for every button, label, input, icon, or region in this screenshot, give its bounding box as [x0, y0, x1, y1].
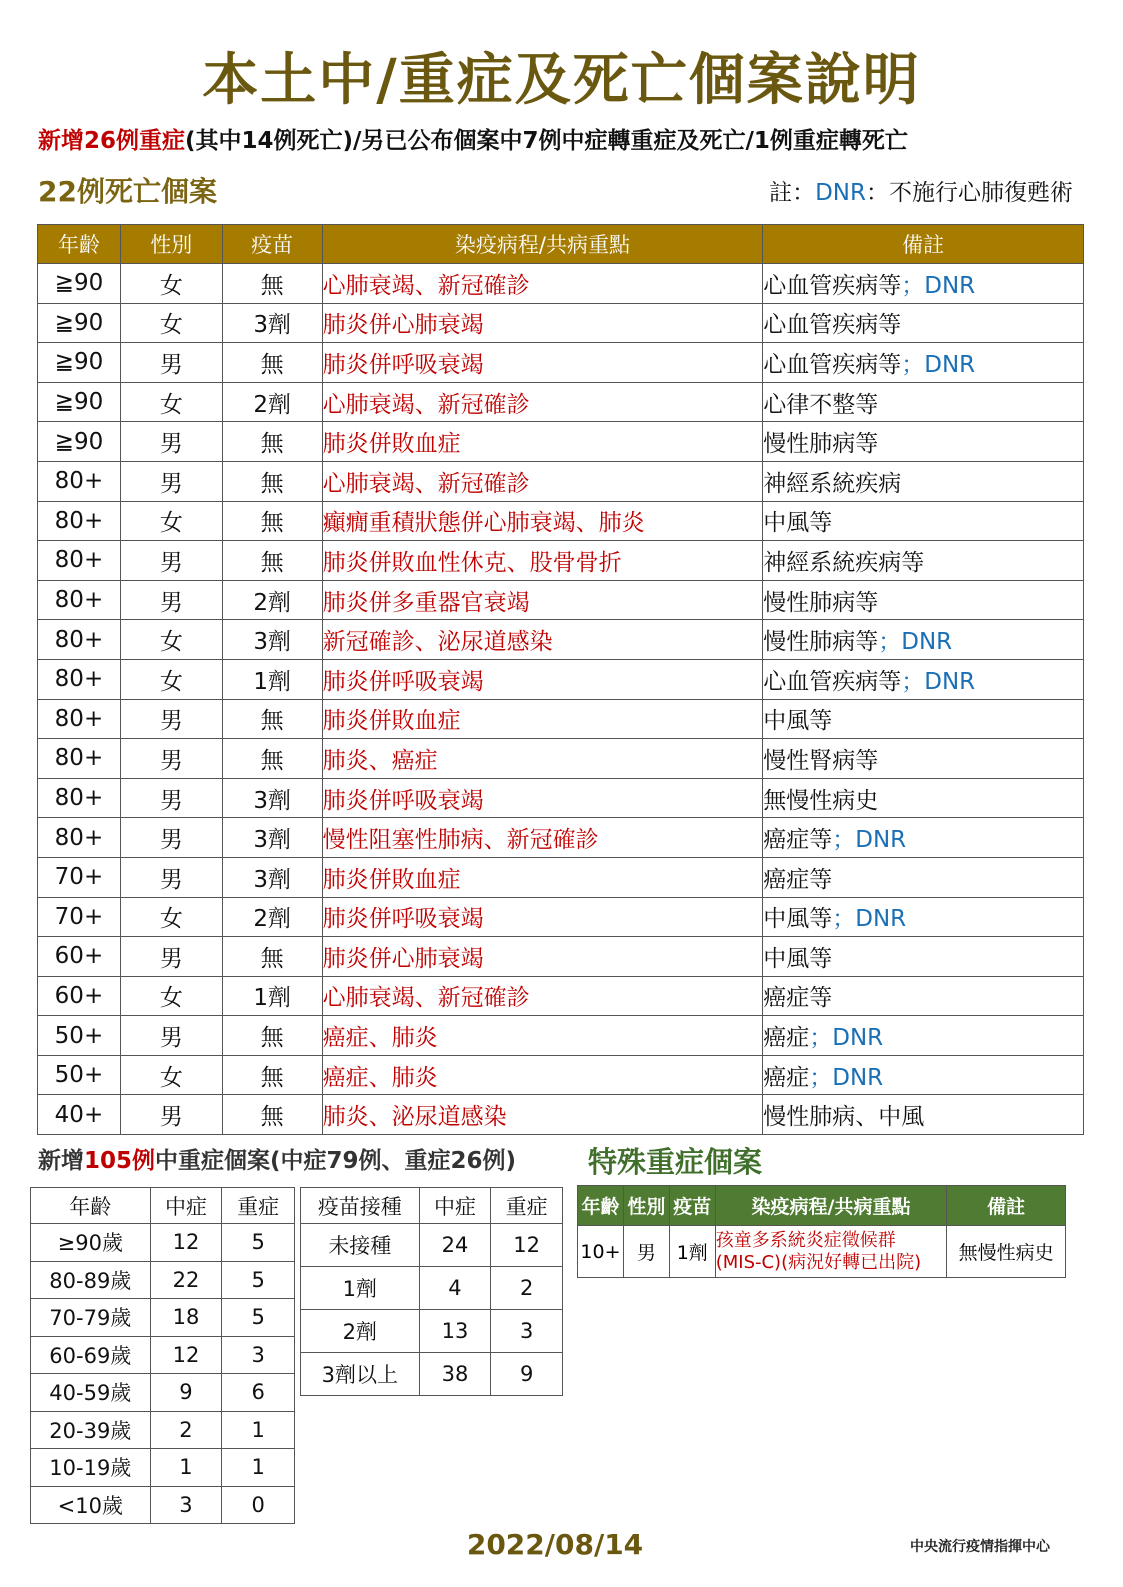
dnr-tag: ；DNR — [832, 906, 907, 933]
age-cell: ≧90 — [38, 303, 121, 343]
vaccine-table — [300, 1187, 563, 1396]
age-cell: 80+ — [38, 699, 121, 739]
note-text: 心血管疾病等 — [763, 312, 902, 339]
age-cell: ≧90 — [38, 382, 121, 422]
table-row — [38, 897, 1084, 937]
course-line-1: 孩童多系統炎症徵候群 — [715, 1229, 896, 1251]
course-cell: 肺炎併呼吸衰竭 — [322, 778, 763, 818]
note-text: 中風等 — [763, 708, 833, 735]
sex-cell: 男 — [623, 1226, 669, 1278]
column-header: 年齡 — [31, 1188, 151, 1224]
vaccine-cell: 無 — [222, 699, 322, 739]
sex-cell: 男 — [120, 818, 222, 858]
subtitle-highlight: 新增26例重症 — [38, 128, 186, 154]
age-cell: ≧90 — [38, 422, 121, 462]
note-text: 慢性肺病等 — [763, 431, 879, 458]
column-header: 重症 — [491, 1188, 563, 1224]
age-cell: 80+ — [38, 461, 121, 501]
vaccine-cell: 1劑 — [222, 976, 322, 1016]
table-cell: 0 — [222, 1486, 295, 1524]
dnr-tag: ；DNR — [878, 629, 953, 656]
table-row — [31, 1374, 295, 1412]
note-prefix: 註： — [769, 180, 816, 206]
sex-cell: 男 — [120, 857, 222, 897]
age-cell: ≧90 — [38, 264, 121, 304]
table-row — [301, 1267, 563, 1310]
dnr-tag: ；DNR — [901, 668, 976, 695]
note-text: 神經系統疾病 — [763, 470, 902, 497]
sex-cell: 女 — [120, 976, 222, 1016]
table-row — [38, 303, 1084, 343]
vaccine-cell: 無 — [222, 739, 322, 779]
note-text: 癌症等 — [763, 827, 833, 854]
sex-cell: 男 — [120, 580, 222, 620]
note-cell — [763, 541, 1084, 581]
note-cell — [763, 580, 1084, 620]
vaccine-cell: 無 — [222, 422, 322, 462]
column-header: 性別 — [120, 225, 222, 264]
course-cell: 新冠確診、泌尿道感染 — [322, 620, 763, 660]
vaccine-cell: 無 — [222, 1016, 322, 1056]
table-row — [31, 1336, 295, 1374]
deaths-table — [37, 224, 1084, 1135]
sex-cell: 女 — [120, 659, 222, 699]
table-cell: ≥90歲 — [31, 1224, 151, 1262]
note-text: 慢性肺病、中風 — [763, 1104, 925, 1131]
note-text: 神經系統疾病等 — [763, 549, 925, 576]
note-text: 中風等 — [763, 945, 833, 972]
table-row — [38, 659, 1084, 699]
age-cell: 80+ — [38, 818, 121, 858]
course-cell: 癲癇重積狀態併心肺衰竭、肺炎 — [322, 501, 763, 541]
table-cell: 1 — [222, 1449, 295, 1487]
sex-cell: 男 — [120, 739, 222, 779]
age-cell: 80+ — [38, 541, 121, 581]
table-row — [31, 1299, 295, 1337]
note-text: 心血管疾病等 — [763, 668, 902, 695]
note-cell — [763, 1016, 1084, 1056]
column-header: 重症 — [222, 1188, 295, 1224]
vaccine-cell: 無 — [222, 937, 322, 977]
table-cell: 38 — [419, 1353, 491, 1396]
course-cell: 肺炎、癌症 — [322, 739, 763, 779]
table-cell: 5 — [222, 1224, 295, 1262]
age-cell: 80+ — [38, 659, 121, 699]
table-cell: 2劑 — [301, 1310, 420, 1353]
table-row — [38, 1055, 1084, 1095]
table-row — [38, 343, 1084, 383]
table-row — [38, 1095, 1084, 1135]
age-cell: 80+ — [38, 778, 121, 818]
table-cell: 1劑 — [301, 1267, 420, 1310]
table-row — [31, 1449, 295, 1487]
vaccine-cell: 無 — [222, 343, 322, 383]
sex-cell: 男 — [120, 461, 222, 501]
sex-cell: 女 — [120, 897, 222, 937]
table-cell: 3劑以上 — [301, 1353, 420, 1396]
table-cell: 未接種 — [301, 1224, 420, 1267]
vaccine-cell: 2劑 — [222, 580, 322, 620]
table-cell: 24 — [419, 1224, 491, 1267]
course-cell: 癌症、肺炎 — [322, 1016, 763, 1056]
age-cell: 70+ — [38, 897, 121, 937]
column-header: 疫苗接種 — [301, 1188, 420, 1224]
subtitle — [38, 122, 908, 155]
vaccine-cell: 無 — [222, 1055, 322, 1095]
table-row — [31, 1486, 295, 1524]
table-row — [38, 501, 1084, 541]
course-cell: 肺炎併敗血症 — [322, 699, 763, 739]
vaccine-cell: 無 — [222, 264, 322, 304]
note-cell — [763, 857, 1084, 897]
note-text: 慢性腎病等 — [763, 747, 879, 774]
table-cell: 10-19歲 — [31, 1449, 151, 1487]
note-cell — [763, 461, 1084, 501]
table-row — [38, 541, 1084, 581]
table-row — [38, 422, 1084, 462]
note-dnr: DNR — [815, 180, 866, 206]
sex-cell: 女 — [120, 620, 222, 660]
column-header: 中症 — [419, 1188, 491, 1224]
table-row — [38, 620, 1084, 660]
column-header: 染疫病程/共病重點 — [715, 1186, 947, 1226]
sex-cell: 男 — [120, 778, 222, 818]
course-cell: 肺炎併心肺衰竭 — [322, 937, 763, 977]
column-header: 年齡 — [38, 225, 121, 264]
column-header: 中症 — [150, 1188, 222, 1224]
table-row — [301, 1353, 563, 1396]
note-cell — [763, 897, 1084, 937]
table-cell: 4 — [419, 1267, 491, 1310]
column-header: 備註 — [763, 225, 1084, 264]
sex-cell: 男 — [120, 1016, 222, 1056]
note-cell — [763, 1095, 1084, 1135]
table-row — [38, 580, 1084, 620]
age-cell: ≧90 — [38, 343, 121, 383]
age-cell: 70+ — [38, 857, 121, 897]
age-cell: 50+ — [38, 1055, 121, 1095]
age-cell: 80+ — [38, 620, 121, 660]
column-header: 備註 — [947, 1186, 1066, 1226]
note-cell — [763, 778, 1084, 818]
sex-cell: 女 — [120, 1055, 222, 1095]
dnr-note — [769, 174, 1073, 207]
note-cell — [763, 699, 1084, 739]
note-text: 中風等 — [763, 906, 833, 933]
table-row — [38, 857, 1084, 897]
table-cell: 3 — [222, 1336, 295, 1374]
table-row — [38, 1016, 1084, 1056]
table-cell: 5 — [222, 1261, 295, 1299]
table-cell: 1 — [222, 1411, 295, 1449]
note-cell — [763, 818, 1084, 858]
age-cell: 60+ — [38, 937, 121, 977]
table-cell: 13 — [419, 1310, 491, 1353]
course-cell: 癌症、肺炎 — [322, 1055, 763, 1095]
vaccine-cell: 無 — [222, 461, 322, 501]
sex-cell: 男 — [120, 541, 222, 581]
vaccine-cell: 3劑 — [222, 818, 322, 858]
note-text: 心血管疾病等 — [763, 272, 902, 299]
column-header: 年齡 — [578, 1186, 624, 1226]
note-cell — [763, 937, 1084, 977]
vaccine-cell: 3劑 — [222, 857, 322, 897]
agency-name: 中央流行疫情指揮中心 — [910, 1539, 1050, 1555]
table-cell: 20-39歲 — [31, 1411, 151, 1449]
sex-cell: 女 — [120, 303, 222, 343]
sex-cell: 男 — [120, 1095, 222, 1135]
table-row — [38, 937, 1084, 977]
column-header: 染疫病程/共病重點 — [322, 225, 763, 264]
vaccine-cell: 3劑 — [222, 303, 322, 343]
heading-prefix: 新增 — [38, 1148, 84, 1174]
dnr-tag: ；DNR — [901, 351, 976, 378]
course-cell: 肺炎併多重器官衰竭 — [322, 580, 763, 620]
table-cell: 80-89歲 — [31, 1261, 151, 1299]
note-cell — [763, 343, 1084, 383]
note-text: 心血管疾病等 — [763, 351, 902, 378]
table-cell: 3 — [491, 1310, 563, 1353]
table-cell: 70-79歲 — [31, 1299, 151, 1337]
note-cell — [763, 422, 1084, 462]
note-text: 癌症 — [763, 1064, 810, 1091]
course-line-2: (MIS-C)(病況好轉已出院) — [715, 1251, 922, 1273]
note-cell — [763, 739, 1084, 779]
table-cell: 22 — [150, 1261, 222, 1299]
table-cell: 60-69歲 — [31, 1336, 151, 1374]
dnr-tag: ；DNR — [901, 272, 976, 299]
table-row — [38, 818, 1084, 858]
new-cases-heading — [38, 1142, 516, 1175]
note-cell — [763, 382, 1084, 422]
table-cell: 1 — [150, 1449, 222, 1487]
sex-cell: 男 — [120, 699, 222, 739]
date: 2022/08/14 — [466, 1528, 644, 1561]
note-cell — [763, 264, 1084, 304]
table-cell: 2 — [491, 1267, 563, 1310]
course-cell — [715, 1226, 947, 1278]
course-cell: 肺炎併敗血性休克、股骨骨折 — [322, 541, 763, 581]
age-cell: 10+ — [578, 1226, 624, 1278]
vaccine-cell: 2劑 — [222, 897, 322, 937]
note-text: 無慢性病史 — [763, 787, 879, 814]
special-heading: 特殊重症個案 — [588, 1145, 763, 1179]
course-cell: 肺炎併呼吸衰竭 — [322, 343, 763, 383]
vaccine-cell: 2劑 — [222, 382, 322, 422]
table-row — [38, 699, 1084, 739]
course-cell: 肺炎併心肺衰竭 — [322, 303, 763, 343]
table-row — [301, 1310, 563, 1353]
heading-rest: 中重症個案(中症79例、重症26例) — [155, 1148, 517, 1174]
table-cell: 40-59歲 — [31, 1374, 151, 1412]
page-title: 本土中/重症及死亡個案說明 — [202, 48, 921, 113]
note-cell — [763, 303, 1084, 343]
table-cell: 12 — [150, 1224, 222, 1262]
table-cell: 9 — [150, 1374, 222, 1412]
sex-cell: 男 — [120, 343, 222, 383]
note-cell — [763, 620, 1084, 660]
table-row — [38, 976, 1084, 1016]
table-row — [38, 778, 1084, 818]
table-cell: 5 — [222, 1299, 295, 1337]
note-text: 癌症 — [763, 1025, 810, 1052]
age-cell: 80+ — [38, 501, 121, 541]
age-table — [30, 1187, 295, 1524]
table-cell: 6 — [222, 1374, 295, 1412]
column-header: 疫苗 — [222, 225, 322, 264]
table-row — [38, 264, 1084, 304]
vaccine-cell: 無 — [222, 1095, 322, 1135]
vaccine-cell: 3劑 — [222, 778, 322, 818]
age-cell: 50+ — [38, 1016, 121, 1056]
table-row — [31, 1224, 295, 1262]
vaccine-cell: 3劑 — [222, 620, 322, 660]
note-cell — [763, 1055, 1084, 1095]
vaccine-cell: 無 — [222, 541, 322, 581]
course-cell: 慢性阻塞性肺病、新冠確診 — [322, 818, 763, 858]
table-row — [38, 382, 1084, 422]
special-table — [577, 1185, 1066, 1278]
table-cell: 12 — [491, 1224, 563, 1267]
heading-count: 105例 — [84, 1148, 156, 1174]
table-row — [38, 739, 1084, 779]
deaths-heading: 22例死亡個案 — [38, 175, 217, 208]
age-cell: 60+ — [38, 976, 121, 1016]
column-header: 性別 — [623, 1186, 669, 1226]
table-cell: 12 — [150, 1336, 222, 1374]
note-text: 慢性肺病等 — [763, 589, 879, 616]
course-cell: 肺炎併敗血症 — [322, 422, 763, 462]
course-cell: 肺炎併呼吸衰竭 — [322, 659, 763, 699]
sex-cell: 男 — [120, 937, 222, 977]
table-row — [31, 1411, 295, 1449]
course-cell: 心肺衰竭、新冠確診 — [322, 264, 763, 304]
sex-cell: 女 — [120, 264, 222, 304]
age-cell: 80+ — [38, 580, 121, 620]
note-cell — [763, 976, 1084, 1016]
note-text: 中風等 — [763, 510, 833, 537]
sex-cell: 男 — [120, 422, 222, 462]
table-row — [31, 1261, 295, 1299]
vaccine-cell: 1劑 — [222, 659, 322, 699]
note-cell — [763, 501, 1084, 541]
age-cell: 40+ — [38, 1095, 121, 1135]
table-row — [578, 1226, 1066, 1278]
table-cell: 3 — [150, 1486, 222, 1524]
table-cell: 9 — [491, 1353, 563, 1396]
course-cell: 肺炎併敗血症 — [322, 857, 763, 897]
course-cell: 肺炎併呼吸衰竭 — [322, 897, 763, 937]
table-cell: <10歲 — [31, 1486, 151, 1524]
dnr-tag: ；DNR — [809, 1025, 884, 1052]
table-cell: 2 — [150, 1411, 222, 1449]
column-header: 疫苗 — [669, 1186, 715, 1226]
course-cell: 肺炎、泌尿道感染 — [322, 1095, 763, 1135]
note-text: 慢性肺病等 — [763, 629, 879, 656]
dnr-tag: ；DNR — [809, 1064, 884, 1091]
vaccine-cell: 無 — [222, 501, 322, 541]
vaccine-cell: 1劑 — [669, 1226, 715, 1278]
age-cell: 80+ — [38, 739, 121, 779]
course-cell: 心肺衰竭、新冠確診 — [322, 382, 763, 422]
table-cell: 18 — [150, 1299, 222, 1337]
note-cell — [763, 659, 1084, 699]
table-row — [301, 1224, 563, 1267]
note-suffix: ：不施行心肺復甦術 — [866, 180, 1073, 206]
subtitle-rest: (其中14例死亡)/另已公布個案中7例中症轉重症及死亡/1例重症轉死亡 — [185, 128, 908, 154]
course-cell: 心肺衰竭、新冠確診 — [322, 461, 763, 501]
course-cell: 心肺衰竭、新冠確診 — [322, 976, 763, 1016]
table-row — [38, 461, 1084, 501]
dnr-tag: ；DNR — [832, 827, 907, 854]
note-text: 癌症等 — [763, 866, 833, 893]
sex-cell: 女 — [120, 382, 222, 422]
note-text: 心律不整等 — [763, 391, 879, 418]
sex-cell: 女 — [120, 501, 222, 541]
note-text: 癌症等 — [763, 985, 833, 1012]
note-cell: 無慢性病史 — [947, 1226, 1066, 1278]
